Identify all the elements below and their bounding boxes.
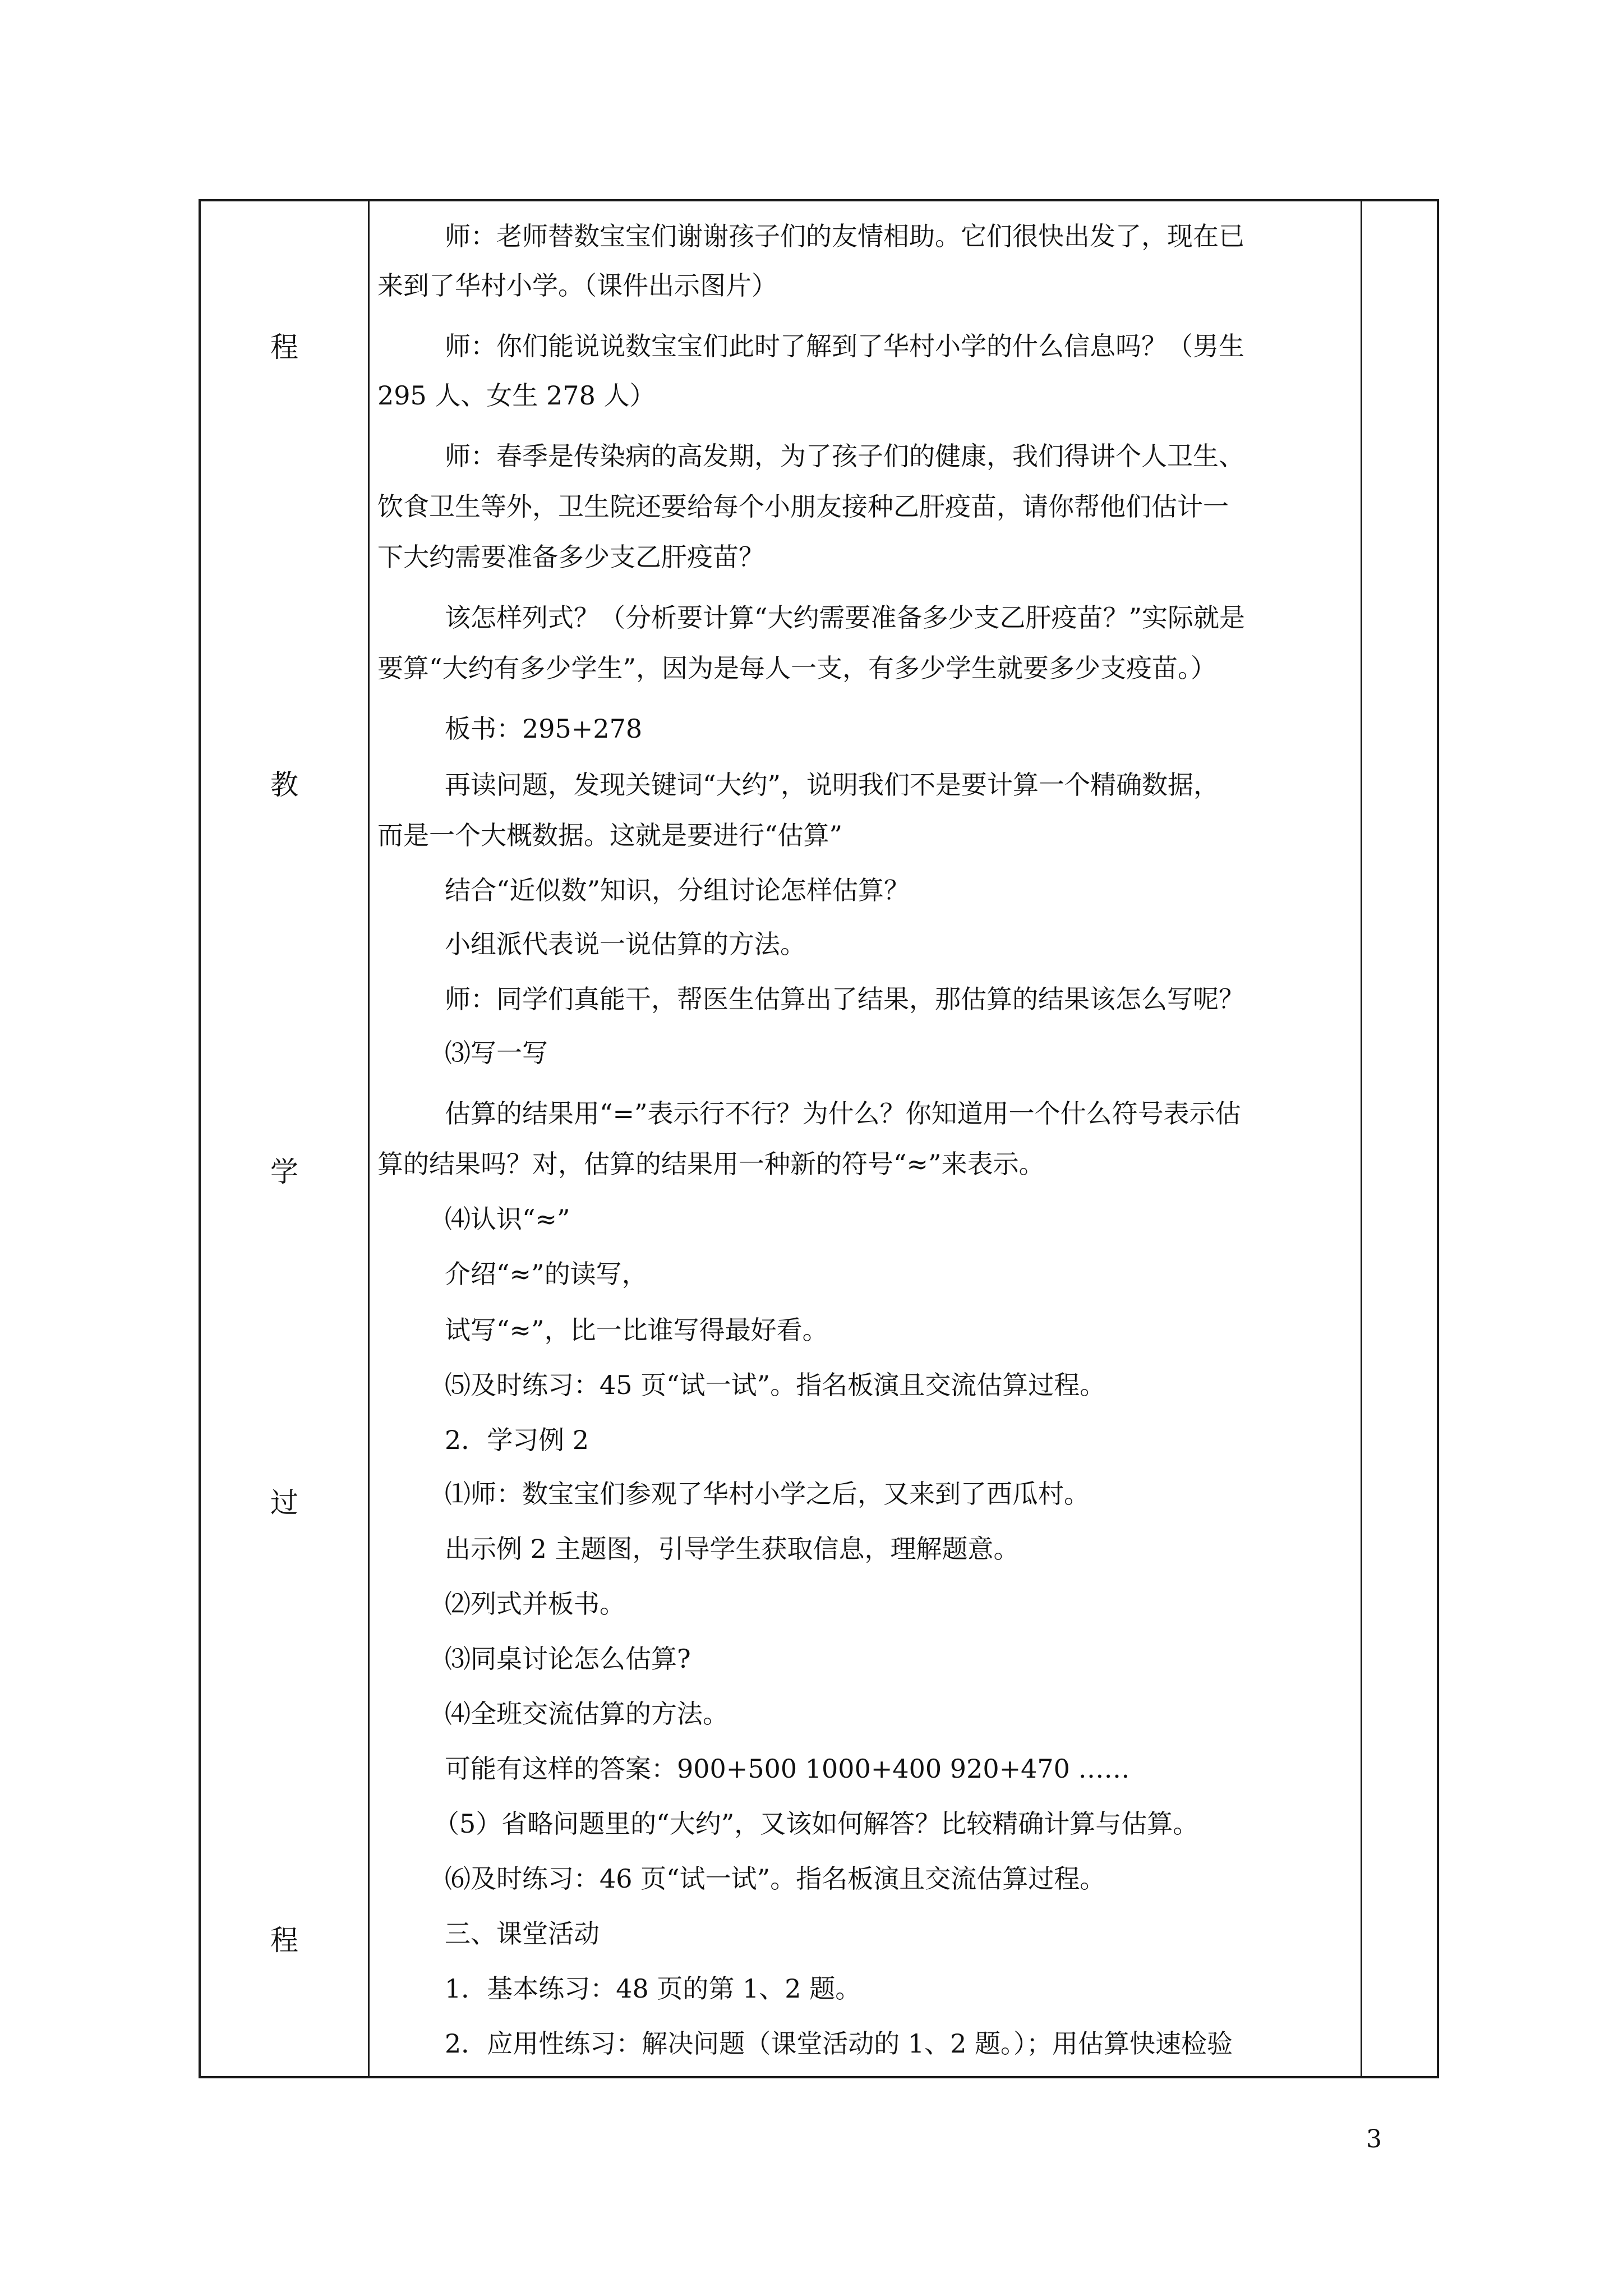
- text-line: 师：春季是传染病的高发期，为了孩子们的健康，我们得讲个人卫生、: [445, 441, 1244, 471]
- text-line: 师：你们能说说数宝宝们此时了解到了华村小学的什么信息吗？（男生: [445, 331, 1244, 361]
- side-label-xue: 学: [270, 1156, 298, 1188]
- text-line: 算的结果吗？对，估算的结果用一种新的符号“≈”来表示。: [377, 1149, 1045, 1179]
- side-label-jiao: 教: [270, 769, 298, 801]
- text-line: 下大约需要准备多少支乙肝疫苗？: [377, 542, 764, 572]
- side-label-cheng-2: 程: [270, 1924, 298, 1957]
- text-line: 来到了华村小学。（课件出示图片）: [377, 270, 777, 301]
- text-line: 结合“近似数”知识，分组讨论怎样估算？: [445, 875, 910, 905]
- text-line: ⑷认识“≈”: [445, 1204, 570, 1234]
- column-divider-left: [368, 201, 370, 2076]
- text-line: ⑴师：数宝宝们参观了华村小学之后，又来到了西瓜村。: [445, 1479, 1090, 1509]
- text-line: ⑸及时练习：45 页“试一试”。指名板演且交流估算过程。: [445, 1370, 1106, 1400]
- text-line: ⑶写一写: [445, 1038, 548, 1068]
- text-line: ⑷全班交流估算的方法。: [445, 1699, 728, 1729]
- text-line: 2．学习例 2: [445, 1425, 589, 1455]
- text-line: ⑹及时练习：46 页“试一试”。指名板演且交流估算过程。: [445, 1864, 1106, 1894]
- text-line: 师：老师替数宝宝们谢谢孩子们的友情相助。它们很快出发了，现在已: [445, 221, 1244, 251]
- text-line: 小组派代表说一说估算的方法。: [445, 929, 806, 959]
- column-divider-right: [1361, 201, 1362, 2076]
- text-line: 介绍“≈”的读写，: [445, 1259, 648, 1289]
- text-line: 出示例 2 主题图，引导学生获取信息，理解题意。: [445, 1534, 1020, 1564]
- side-label-cheng-1: 程: [270, 331, 298, 364]
- text-line: 1．基本练习：48 页的第 1、2 题。: [445, 1973, 861, 2004]
- text-line: 板书：295+278: [445, 714, 643, 744]
- text-line: 师：同学们真能干，帮医生估算出了结果，那估算的结果该怎么写呢？: [445, 984, 1244, 1014]
- text-line: 而是一个大概数据。这就是要进行“估算”: [377, 820, 843, 850]
- side-label-guo: 过: [270, 1487, 298, 1519]
- text-line: 饮食卫生等外，卫生院还要给每个小朋友接种乙肝疫苗，请你帮他们估计一: [377, 491, 1229, 522]
- page-number: 3: [1366, 2125, 1382, 2154]
- text-line: 2．应用性练习：解决问题（课堂活动的 1、2 题。）；用估算快速检验: [445, 2028, 1233, 2059]
- text-line: 试写“≈”，比一比谁写得最好看。: [445, 1315, 828, 1345]
- text-line: （5）省略问题里的“大约”，又该如何解答？比较精确计算与估算。: [434, 1809, 1199, 1839]
- text-line: 要算“大约有多少学生”，因为是每人一支，有多少学生就要多少支疫苗。）: [377, 653, 1217, 683]
- text-line: ⑵列式并板书。: [445, 1589, 625, 1619]
- lesson-table: [199, 199, 1439, 2078]
- text-line: 再读问题，发现关键词“大约”，说明我们不是要计算一个精确数据，: [445, 770, 1220, 800]
- text-line: 三、课堂活动: [445, 1918, 600, 1949]
- text-line: 估算的结果用“=”表示行不行？为什么？你知道用一个什么符号表示估: [445, 1098, 1241, 1129]
- text-line: ⑶同桌讨论怎么估算?: [445, 1644, 691, 1674]
- text-line: 295 人、女生 278 人）: [377, 380, 656, 411]
- text-line: 该怎样列式？（分析要计算“大约需要准备多少支乙肝疫苗？”实际就是: [445, 602, 1246, 633]
- text-line: 可能有这样的答案：900+500 1000+400 920+470 ……: [445, 1754, 1130, 1784]
